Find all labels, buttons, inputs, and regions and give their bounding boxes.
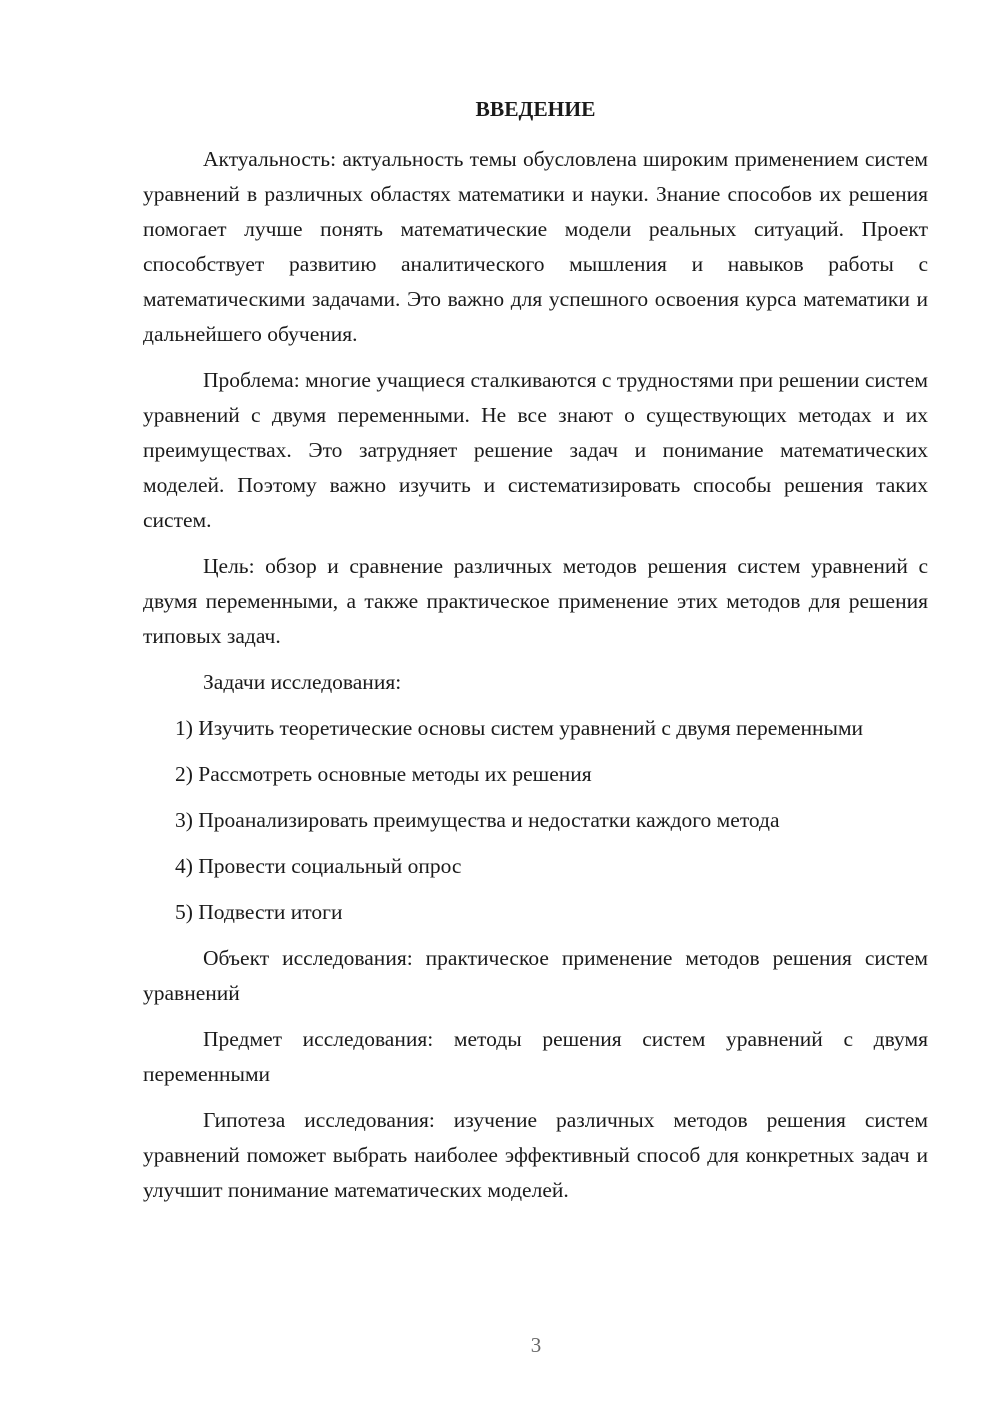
- task-item: 5) Подвести итоги: [175, 900, 343, 924]
- task-item: 3) Проанализировать преимущества и недостатки каждого метода: [175, 808, 780, 832]
- relevance-paragraph: Актуальность: актуальность темы обусловлена широким применением систем уравнений в различных областях математики и науки. Знание способов их решения помогает лучше понять математические модели реальных ситуаций. Проект способствует развитию аналитического мышления и навыков работы с математическими задачами. Это важно для успешного освоения курса математики и дальнейшего обучения.: [143, 147, 928, 346]
- document-page: [143, 92, 928, 1219]
- task-item: 1) Изучить теоретические основы систем уравнений с двумя переменными: [175, 716, 864, 740]
- section-title: ВВЕДЕНИЕ: [475, 97, 596, 121]
- task-item: 4) Провести социальный опрос: [175, 854, 462, 878]
- page-number: 3: [530, 1333, 542, 1357]
- tasks-label: Задачи исследования:: [203, 670, 402, 694]
- hypothesis-paragraph: Гипотеза исследования: изучение различных методов решения систем уравнений поможет выбрать наиболее эффективный способ для конкретных задач и улучшит понимание математических моделей.: [143, 1108, 928, 1202]
- object-paragraph: Объект исследования: практическое применение методов решения систем уравнений: [143, 946, 928, 1005]
- problem-paragraph: Проблема: многие учащиеся сталкиваются с трудностями при решении систем уравнений с двумя переменными. Не все знают о существующих методах и их преимуществах. Это затрудняет решение задач и понимание математических моделей. Поэтому важно изучить и систематизировать способы решения таких систем.: [143, 368, 928, 532]
- goal-paragraph: Цель: обзор и сравнение различных методов решения систем уравнений с двумя переменными, а также практическое применение этих методов для решения типовых задач.: [143, 554, 928, 648]
- subject-paragraph: Предмет исследования: методы решения систем уравнений с двумя переменными: [143, 1027, 928, 1086]
- task-item: 2) Рассмотреть основные методы их решения: [175, 762, 592, 786]
